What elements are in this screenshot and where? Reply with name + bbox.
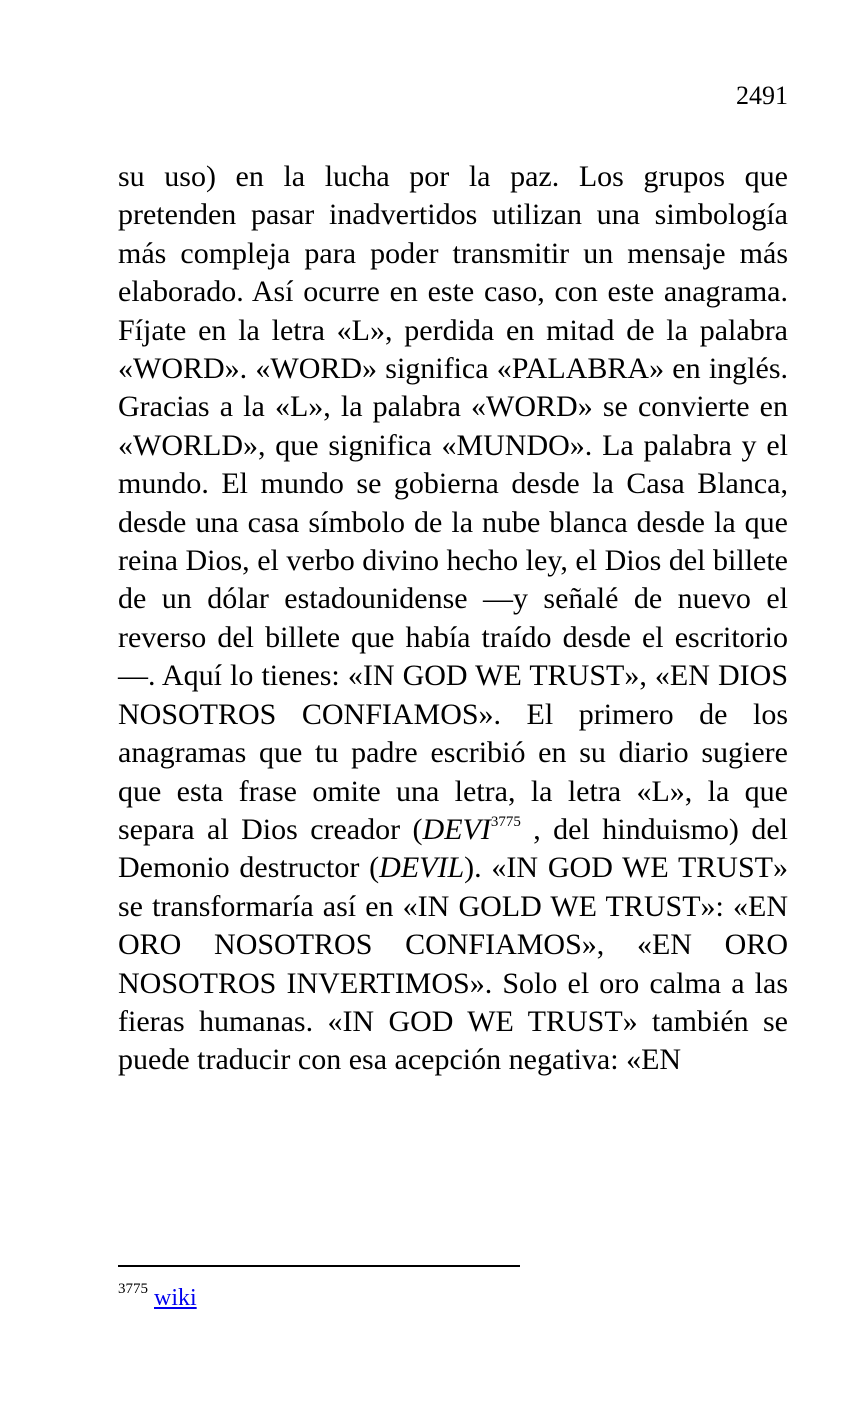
body-paragraph bbox=[118, 158, 788, 1080]
paragraph-text-part3: ). «IN GOD WE TRUST» se transformaría así en «IN GOLD WE TRUST»: «EN ORO NOSOTROS CONFIAMOS», «EN ORO NOSOTROS INVERTIMOS». Solo el oro calma a las fieras humanas. «IN GOD WE TRUST» también se puede traducir con esa acepción negativa: «EN bbox=[118, 851, 788, 1077]
footnote-divider bbox=[118, 1265, 520, 1267]
page-number: 2491 bbox=[736, 81, 788, 110]
footnote bbox=[118, 1280, 197, 1316]
devi-term: DEVI bbox=[422, 812, 491, 846]
paragraph-text-part2: , del hinduismo) del Demonio destructor ( bbox=[118, 812, 788, 885]
paragraph-text-part1: su uso) en la lucha por la paz. Los grupos que pretenden pasar inadvertidos utilizan una simbología más compleja para poder transmitir un mensaje más elaborado. Así ocurre en este caso, con este anagrama. Fíjate en la letra «L», perdida en mitad de la palabra «WORD». «WORD» significa «PALABRA» en inglés. Gracias a la «L», la palabra «WORD» se convierte en «WORLD», que significa «MUNDO». La palabra y el mundo. El mundo se gobierna desde la Casa Blanca, desde una casa símbolo de la nube blanca desde la que reina Dios, el verbo divino hecho ley, el Dios del billete de un dólar estadounidense —y señalé de nuevo el reverso del billete que había traído desde el escritorio—. Aquí lo tienes: «IN GOD WE TRUST», «EN DIOS NOSOTROS CONFIAMOS». El primero de los anagramas que tu padre escribió en su diario sugiere que esta frase omite una letra, la letra «L», la que separa al Dios creador ( bbox=[118, 160, 788, 846]
footnote-wiki-link[interactable]: wiki bbox=[154, 1285, 197, 1311]
footnote-reference[interactable]: 3775 bbox=[490, 813, 521, 830]
devil-term: DEVIL bbox=[379, 851, 465, 885]
footnote-number: 3775 bbox=[118, 1281, 148, 1297]
